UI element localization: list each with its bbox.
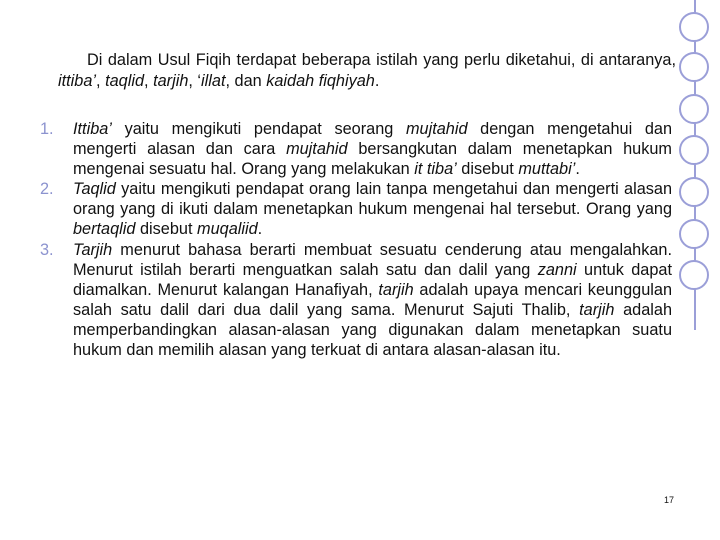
decorative-circle (679, 219, 709, 249)
decorative-circle (679, 135, 709, 165)
term-kaidah-fiqhiyah: kaidah fiqhiyah (266, 72, 375, 90)
list-item-ittiba: 1. Ittiba’ yaitu mengikuti pendapat seorang mujtahid dengan mengetahui dan mengerti alasan dan cara mujtahid bersangkutan dalam menetapkan hukum mengenai sesuatu hal. Orang yang melakukan it tiba’ disebut muttabi’. (40, 120, 673, 179)
decorative-circle (679, 94, 709, 124)
term-ittiba: ittiba’ (58, 72, 97, 90)
definition-list (40, 119, 672, 360)
list-number: 1. (40, 120, 54, 138)
list-number: 3. (40, 240, 54, 259)
list-number: 2. (40, 180, 54, 199)
decorative-circles (676, 0, 720, 330)
page-number: 17 (664, 495, 675, 505)
intro-paragraph: Di dalam Usul Fiqih terdapat beberapa istilah yang perlu diketahui, di antaranya, ittiba’, taqlid, tarjih, ‘illat, dan kaidah fiqhiyah. (58, 51, 676, 90)
term-illat: illat (201, 72, 226, 90)
decorative-circle (679, 260, 709, 290)
decorative-circle (679, 52, 709, 82)
term-tarjih: tarjih (153, 72, 189, 90)
list-item-taqlid: 2. Taqlid yaitu mengikuti pendapat orang lain tanpa mengetahui dan mengerti alasan orang yang di ikuti dalam menetapkan hukum mengenai hal tersebut. Orang yang bertaqlid disebut muqaliid. (40, 180, 672, 239)
list-term: Taqlid (73, 180, 116, 199)
list-term: Tarjih (73, 240, 113, 259)
decorative-circle (679, 177, 709, 207)
decorative-circle (679, 12, 709, 42)
list-term: Ittiba’ (73, 120, 112, 138)
list-item-tarjih: 3. Tarjih menurut bahasa berarti membuat sesuatu cenderung atau mengalahkan. Menurut istilah berarti menguatkan salah satu dan dalil yang zanni untuk dapat diamalkan. Menurut kalangan Hanafiyah, tarjih adalah upaya mencari keunggulan salah satu dalil dari dua dalil yang sama. Menurut Sajuti Thalib, tarjih adalah memperbandingkan alasan-alasan yang digunakan dalam menetapkan suatu hukum dan memilih alasan yang terkuat di antara alasan-alasan itu. (40, 240, 673, 360)
term-taqlid: taqlid (105, 72, 145, 90)
